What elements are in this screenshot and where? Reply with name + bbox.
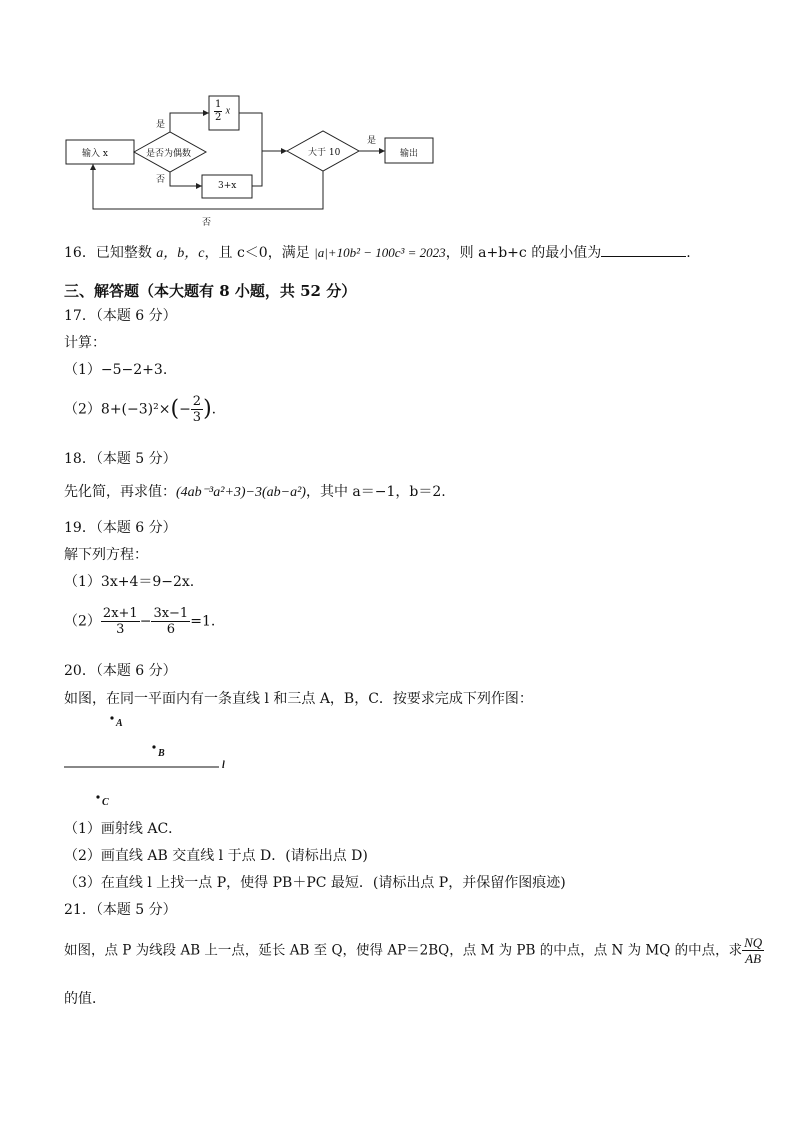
- q16-end: .: [686, 245, 691, 261]
- q21-text: [64, 935, 764, 966]
- q16-vars: a，b，c: [156, 246, 205, 261]
- q18-body: [64, 483, 446, 502]
- flow-no2-label: 否: [202, 218, 212, 228]
- q18-prefix: 先化简，再求值：: [64, 484, 176, 500]
- q19-title: 19．（本题 6 分）: [64, 520, 177, 536]
- q16-cond: ，且 c＜0，满足: [204, 245, 310, 261]
- point-a-dot: [110, 716, 113, 719]
- q17-intro: 计算：: [64, 335, 106, 351]
- flowchart: [0, 0, 794, 235]
- q19-minus: −: [139, 613, 152, 630]
- flow-yes2-label: 是: [367, 136, 377, 146]
- point-b-label: B: [158, 748, 165, 759]
- q18-suffix: ，其中 a＝−1，b＝2.: [305, 484, 446, 500]
- q21-title: 21．（本题 5 分）: [64, 902, 177, 918]
- q20-figure: [0, 705, 260, 815]
- q18-expr: (4ab⁻³a²+3)−3(ab−a²): [176, 485, 306, 500]
- flow-yes1-label: 是: [156, 120, 166, 130]
- flow-add3-label: 3+x: [218, 181, 237, 191]
- q21-tail: 的值．: [64, 991, 106, 1007]
- q16-expr: |a|+10b² − 100c³ = 2023: [314, 245, 446, 260]
- q19-p2-prefix: （2）: [64, 613, 101, 630]
- q19-part2: [64, 606, 215, 637]
- line-l-label: l: [222, 760, 225, 771]
- q17-p2-lparen: (: [170, 396, 180, 422]
- q17-p2-end: .: [211, 401, 217, 418]
- q17-p2-prefix: （2）: [64, 401, 101, 418]
- q19-fraction-1: $\frac{2x+1}{3}$: [102, 606, 138, 637]
- q21-fraction: $\frac{NQ}{AB}$: [744, 935, 763, 966]
- q20-text: 如图，在同一平面内有一条直线 l 和三点 A，B，C．按要求完成下列作图：: [64, 691, 533, 707]
- flow-input-label: 输入 x: [82, 149, 108, 159]
- q20-step1: （1）画射线 AC．: [64, 821, 183, 837]
- section-3-title: 三、解答题（本大题有 8 小题，共 52 分）: [64, 282, 357, 300]
- q17-part2: （2）8+(−3)²×(− $\frac{2}{3}$ ).: [64, 394, 217, 425]
- point-c-label: C: [102, 797, 109, 808]
- flow-half-num: 1: [215, 99, 222, 110]
- q16-ask: ，则 a+b+c 的最小值为: [445, 245, 602, 261]
- flow-half-label: [214, 99, 230, 124]
- q17-p2-fraction: $\frac{2}{3}$: [192, 394, 202, 425]
- q17-p2-expr: 8+(−3)²×: [100, 401, 171, 418]
- q19-intro: 解下列方程：: [64, 547, 148, 563]
- q19-fraction-2: $\frac{3x-1}{6}$: [153, 606, 189, 637]
- q20-step2: （2）画直线 AB 交直线 l 于点 D．(请标出点 D): [64, 848, 368, 864]
- q21-body: 如图，点 P 为线段 AB 上一点，延长 AB 至 Q，使得 AP＝2BQ，点 M 为 PB 的中点，点 N 为 MQ 的中点，求: [64, 942, 743, 959]
- flow-half-var: x: [225, 105, 231, 117]
- q17-part1: （1）−5−2+3.: [64, 362, 168, 378]
- q17-p2-rparen: ): [203, 396, 212, 422]
- point-c-dot: [96, 795, 99, 798]
- flow-output-label: 输出: [400, 149, 419, 159]
- q16-prefix: 16．已知整数: [64, 245, 152, 261]
- q17-title: 17．（本题 6 分）: [64, 308, 177, 324]
- flow-no1-label: 否: [156, 175, 166, 185]
- point-b-dot: [152, 745, 155, 748]
- q19-part1: （1）3x+4＝9−2x.: [64, 574, 195, 590]
- flow-decision1-label: 是否为偶数: [146, 149, 192, 159]
- flow-half-den: 2: [215, 112, 222, 123]
- q16-answer-blank[interactable]: [601, 244, 686, 257]
- q18-title: 18．（本题 5 分）: [64, 451, 177, 467]
- q20-title: 20．（本题 6 分）: [64, 663, 177, 679]
- question-16: [64, 244, 691, 263]
- point-a-label: A: [116, 718, 123, 729]
- flow-decision2-label: 大于 10: [308, 148, 341, 158]
- q19-rhs: =1.: [190, 613, 216, 630]
- q20-step3: （3）在直线 l 上找一点 P，使得 PB＋PC 最短．(请标出点 P，并保留作图痕迹): [64, 875, 566, 891]
